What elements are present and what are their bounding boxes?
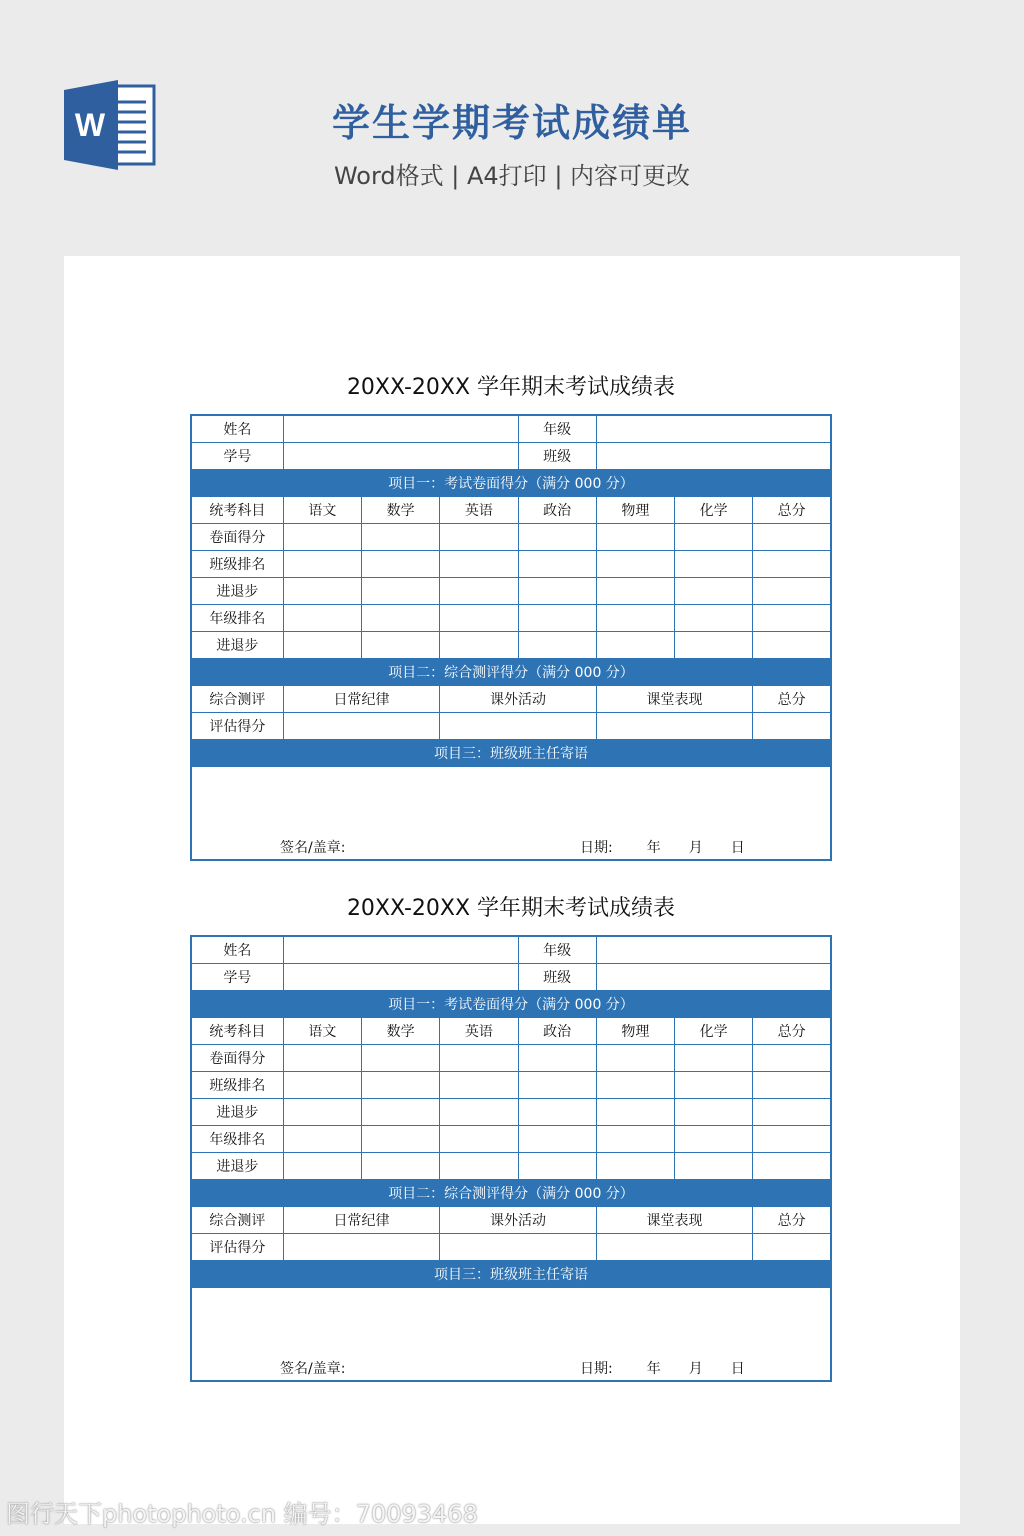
score-cell[interactable] — [674, 1099, 752, 1126]
score-cell[interactable] — [753, 632, 831, 659]
table-row — [191, 578, 831, 605]
subject-header: 数学 — [362, 497, 440, 524]
date-day: 日 — [730, 840, 745, 856]
score-cell[interactable] — [596, 1153, 674, 1180]
header — [0, 0, 1024, 250]
score-cell[interactable] — [440, 1072, 518, 1099]
student-id-label: 学号 — [191, 443, 283, 470]
eval-header: 课外活动 — [440, 686, 596, 713]
table-row — [191, 551, 831, 578]
score-cell[interactable] — [283, 1153, 361, 1180]
score-cell[interactable] — [440, 1126, 518, 1153]
score-cell[interactable] — [440, 1153, 518, 1180]
score-cell[interactable] — [596, 578, 674, 605]
table-row — [191, 1072, 831, 1099]
grade-field[interactable] — [596, 936, 831, 964]
section-2-header: 项目二：综合测评得分（满分 000 分） — [191, 659, 831, 686]
score-cell[interactable] — [440, 1099, 518, 1126]
subject-header: 总分 — [753, 497, 831, 524]
score-cell[interactable] — [362, 1099, 440, 1126]
date-month: 月 — [688, 840, 703, 856]
eval-cell[interactable] — [440, 713, 596, 740]
score-cell[interactable] — [518, 551, 596, 578]
score-cell[interactable] — [362, 524, 440, 551]
score-cell[interactable] — [518, 524, 596, 551]
score-cell[interactable] — [518, 1045, 596, 1072]
class-label: 班级 — [518, 443, 596, 470]
form-title: 20XX-20XX 学年期末考试成绩表 — [346, 896, 676, 921]
table-row — [191, 524, 831, 551]
score-cell[interactable] — [440, 632, 518, 659]
score-cell[interactable] — [362, 632, 440, 659]
section-3-header: 项目三：班级班主任寄语 — [191, 740, 831, 767]
row-label: 进退步 — [191, 1153, 283, 1180]
subject-header: 化学 — [674, 1018, 752, 1045]
class-field[interactable] — [596, 443, 831, 470]
grade-label: 年级 — [518, 936, 596, 964]
subject-header: 化学 — [674, 497, 752, 524]
table-row — [191, 1045, 831, 1072]
score-cell[interactable] — [518, 1126, 596, 1153]
table-row — [191, 605, 831, 632]
score-cell[interactable] — [596, 632, 674, 659]
score-cell[interactable] — [283, 524, 361, 551]
score-cell[interactable] — [753, 1099, 831, 1126]
teacher-comment-area[interactable] — [191, 1288, 831, 1382]
table-row — [191, 1126, 831, 1153]
score-cell[interactable] — [753, 578, 831, 605]
svg-text:W: W — [74, 107, 106, 143]
score-cell[interactable] — [753, 605, 831, 632]
date-label-group — [580, 837, 773, 857]
name-label: 姓名 — [191, 936, 283, 964]
teacher-comment-area[interactable] — [191, 767, 831, 861]
score-table — [190, 414, 832, 861]
student-id-label: 学号 — [191, 964, 283, 991]
score-cell[interactable] — [362, 551, 440, 578]
date-label: 日期: — [580, 840, 613, 856]
score-cell[interactable] — [674, 632, 752, 659]
score-cell[interactable] — [753, 524, 831, 551]
score-cell[interactable] — [518, 632, 596, 659]
name-label: 姓名 — [191, 415, 283, 443]
score-cell[interactable] — [753, 1126, 831, 1153]
score-form-1 — [190, 368, 832, 861]
score-cell[interactable] — [440, 578, 518, 605]
eval-header: 综合测评 — [191, 686, 283, 713]
score-cell[interactable] — [440, 605, 518, 632]
score-cell[interactable] — [518, 578, 596, 605]
grade-label: 年级 — [518, 415, 596, 443]
score-cell[interactable] — [362, 605, 440, 632]
score-cell[interactable] — [362, 1126, 440, 1153]
section-3-header: 项目三：班级班主任寄语 — [191, 1261, 831, 1288]
row-label: 评估得分 — [191, 713, 283, 740]
watermark: 图行天下photophoto.cn 编号：70093468 — [6, 1500, 478, 1528]
score-cell[interactable] — [362, 1153, 440, 1180]
class-field[interactable] — [596, 964, 831, 991]
table-row — [191, 1099, 831, 1126]
score-cell[interactable] — [283, 1045, 361, 1072]
score-cell[interactable] — [518, 1072, 596, 1099]
document-page — [64, 256, 960, 1524]
eval-header: 综合测评 — [191, 1207, 283, 1234]
score-cell[interactable] — [283, 1072, 361, 1099]
subject-header: 总分 — [753, 1018, 831, 1045]
eval-header: 日常纪律 — [283, 686, 439, 713]
subject-header: 英语 — [440, 1018, 518, 1045]
eval-cell[interactable] — [596, 713, 752, 740]
score-cell[interactable] — [674, 1072, 752, 1099]
section-1-header: 项目一：考试卷面得分（满分 000 分） — [191, 470, 831, 497]
date-label-group — [580, 1358, 773, 1378]
eval-cell[interactable] — [283, 713, 439, 740]
row-label: 卷面得分 — [191, 1045, 283, 1072]
subject-header: 物理 — [596, 497, 674, 524]
date-month: 月 — [688, 1361, 703, 1377]
class-label: 班级 — [518, 964, 596, 991]
score-cell[interactable] — [596, 605, 674, 632]
form-title: 20XX-20XX 学年期末考试成绩表 — [346, 375, 676, 400]
eval-header: 日常纪律 — [283, 1207, 439, 1234]
eval-header: 课堂表现 — [596, 686, 752, 713]
eval-header: 课堂表现 — [596, 1207, 752, 1234]
sign-label: 签名/盖章: — [280, 840, 346, 856]
score-cell[interactable] — [674, 578, 752, 605]
score-cell[interactable] — [283, 1099, 361, 1126]
score-cell[interactable] — [596, 1126, 674, 1153]
score-cell[interactable] — [440, 524, 518, 551]
score-cell[interactable] — [596, 551, 674, 578]
score-cell[interactable] — [753, 551, 831, 578]
score-cell[interactable] — [674, 1045, 752, 1072]
score-cell[interactable] — [362, 1072, 440, 1099]
row-label: 年级排名 — [191, 605, 283, 632]
eval-cell[interactable] — [753, 1234, 831, 1261]
date-year: 年 — [646, 840, 661, 856]
name-field[interactable] — [283, 415, 518, 443]
score-cell[interactable] — [596, 1072, 674, 1099]
sign-label: 签名/盖章: — [280, 1361, 346, 1377]
eval-header: 总分 — [753, 686, 831, 713]
subject-header: 物理 — [596, 1018, 674, 1045]
score-cell[interactable] — [596, 1099, 674, 1126]
name-field[interactable] — [283, 936, 518, 964]
score-cell[interactable] — [674, 1153, 752, 1180]
row-label: 班级排名 — [191, 551, 283, 578]
section-1-header: 项目一：考试卷面得分（满分 000 分） — [191, 991, 831, 1018]
row-label: 年级排名 — [191, 1126, 283, 1153]
student-id-field[interactable] — [283, 443, 518, 470]
table-row — [191, 632, 831, 659]
eval-cell[interactable] — [440, 1234, 596, 1261]
score-cell[interactable] — [753, 1153, 831, 1180]
score-cell[interactable] — [518, 1153, 596, 1180]
row-label: 班级排名 — [191, 1072, 283, 1099]
score-cell[interactable] — [753, 1045, 831, 1072]
score-cell[interactable] — [674, 605, 752, 632]
score-cell[interactable] — [518, 605, 596, 632]
row-label: 卷面得分 — [191, 524, 283, 551]
date-year: 年 — [646, 1361, 661, 1377]
score-cell[interactable] — [674, 524, 752, 551]
score-cell[interactable] — [440, 551, 518, 578]
eval-header: 课外活动 — [440, 1207, 596, 1234]
score-cell[interactable] — [440, 1045, 518, 1072]
score-cell[interactable] — [283, 605, 361, 632]
subject-header: 数学 — [362, 1018, 440, 1045]
score-cell[interactable] — [283, 1126, 361, 1153]
row-label: 进退步 — [191, 1099, 283, 1126]
score-table — [190, 935, 832, 1382]
page-title: 学生学期考试成绩单 — [331, 101, 692, 145]
subject-header: 语文 — [283, 1018, 361, 1045]
score-cell[interactable] — [518, 1099, 596, 1126]
row-label: 评估得分 — [191, 1234, 283, 1261]
score-cell[interactable] — [283, 578, 361, 605]
subject-header: 政治 — [518, 497, 596, 524]
table-row — [191, 1153, 831, 1180]
score-cell[interactable] — [283, 632, 361, 659]
eval-cell[interactable] — [283, 1234, 439, 1261]
score-cell[interactable] — [596, 524, 674, 551]
eval-header: 总分 — [753, 1207, 831, 1234]
score-cell[interactable] — [753, 1072, 831, 1099]
date-day: 日 — [730, 1361, 745, 1377]
date-label: 日期: — [580, 1361, 613, 1377]
subject-header: 政治 — [518, 1018, 596, 1045]
subject-header: 统考科目 — [191, 497, 283, 524]
score-cell[interactable] — [674, 551, 752, 578]
score-cell[interactable] — [362, 578, 440, 605]
subject-header: 语文 — [283, 497, 361, 524]
score-form-2 — [190, 889, 832, 1382]
grade-field[interactable] — [596, 415, 831, 443]
eval-cell[interactable] — [596, 1234, 752, 1261]
score-cell[interactable] — [674, 1126, 752, 1153]
student-id-field[interactable] — [283, 964, 518, 991]
page-subtitle: Word格式 | A4打印 | 内容可更改 — [333, 162, 691, 190]
score-cell[interactable] — [283, 551, 361, 578]
score-cell[interactable] — [362, 1045, 440, 1072]
score-cell[interactable] — [596, 1045, 674, 1072]
row-label: 进退步 — [191, 632, 283, 659]
eval-cell[interactable] — [753, 713, 831, 740]
row-label: 进退步 — [191, 578, 283, 605]
section-2-header: 项目二：综合测评得分（满分 000 分） — [191, 1180, 831, 1207]
subject-header: 英语 — [440, 497, 518, 524]
subject-header: 统考科目 — [191, 1018, 283, 1045]
